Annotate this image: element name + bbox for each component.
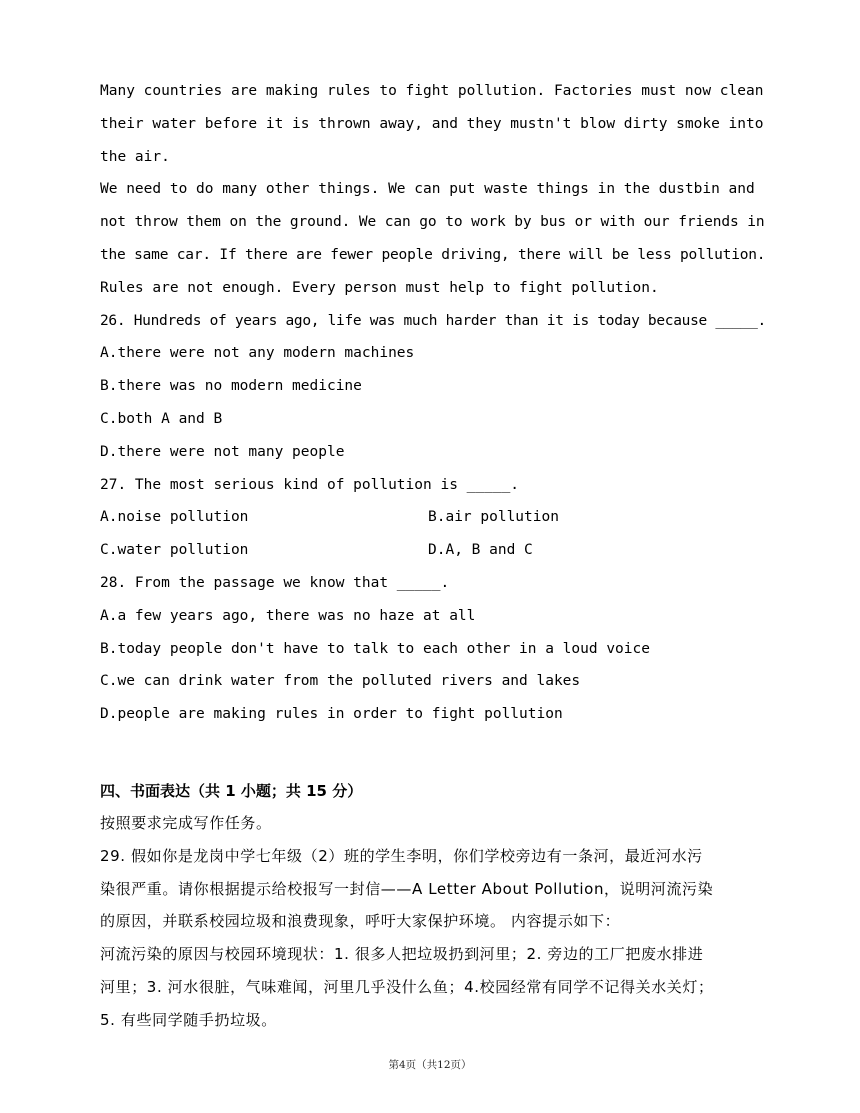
prompt-line: 河流污染的原因与校园环境现状：1. 很多人把垃圾扔到河里；2. 旁边的工厂把废水排进: [100, 945, 704, 963]
section-instruction: 按照要求完成写作任务。: [100, 814, 272, 832]
passage-line: the same car. If there are fewer people driving, there will be less pollution.: [100, 247, 766, 263]
passage-line: the air.: [100, 149, 170, 165]
section-heading: 四、书面表达（共 1 小题；共 15 分）: [100, 782, 363, 800]
prompt-line: 的原因，并联系校园垃圾和浪费现象，呼吁大家保护环境。 内容提示如下：: [100, 912, 621, 930]
question-stem: 28. From the passage we know that _____.: [100, 575, 450, 591]
option-d: D.people are making rules in order to fight pollution: [100, 706, 563, 722]
passage-line: Rules are not enough. Every person must help to fight pollution.: [100, 280, 659, 296]
question-stem: 26. Hundreds of years ago, life was much harder than it is today because _____.: [100, 313, 766, 329]
option-c: C.water pollution: [100, 542, 249, 558]
prompt-line: 河里；3. 河水很脏，气味难闻，河里几乎没什么鱼；4.校园经常有同学不记得关水关灯；: [100, 978, 714, 996]
passage-line: We need to do many other things. We can put waste things in the dustbin and: [100, 181, 755, 197]
page-number-footer: 第4页（共12页）: [388, 1059, 472, 1071]
option-c: C.we can drink water from the polluted rivers and lakes: [100, 673, 581, 689]
option-b: B.today people don't have to talk to each other in a loud voice: [100, 641, 650, 657]
option-a: A.a few years ago, there was no haze at all: [100, 608, 476, 624]
passage-line: their water before it is thrown away, and they mustn't blow dirty smoke into: [100, 116, 764, 132]
option-d: D.A, B and C: [428, 542, 533, 558]
prompt-line: 29. 假如你是龙岗中学七年级（2）班的学生李明，你们学校旁边有一条河，最近河水污: [100, 847, 703, 865]
option-b: B.there was no modern medicine: [100, 378, 362, 394]
option-c: C.both A and B: [100, 411, 223, 427]
option-b: B.air pollution: [428, 509, 559, 525]
passage-line: Many countries are making rules to fight pollution. Factories must now clean: [100, 83, 764, 99]
option-a: A.noise pollution: [100, 509, 249, 525]
prompt-line: 染很严重。请你根据提示给校报写一封信——A Letter About Pollution，说明河流污染: [100, 880, 714, 898]
passage-line: not throw them on the ground. We can go to work by bus or with our friends in: [100, 214, 765, 230]
question-stem: 27. The most serious kind of pollution is _____.: [100, 477, 520, 493]
prompt-line: 5. 有些同学随手扔垃圾。: [100, 1011, 277, 1029]
option-d: D.there were not many people: [100, 444, 345, 460]
option-a: A.there were not any modern machines: [100, 345, 415, 361]
